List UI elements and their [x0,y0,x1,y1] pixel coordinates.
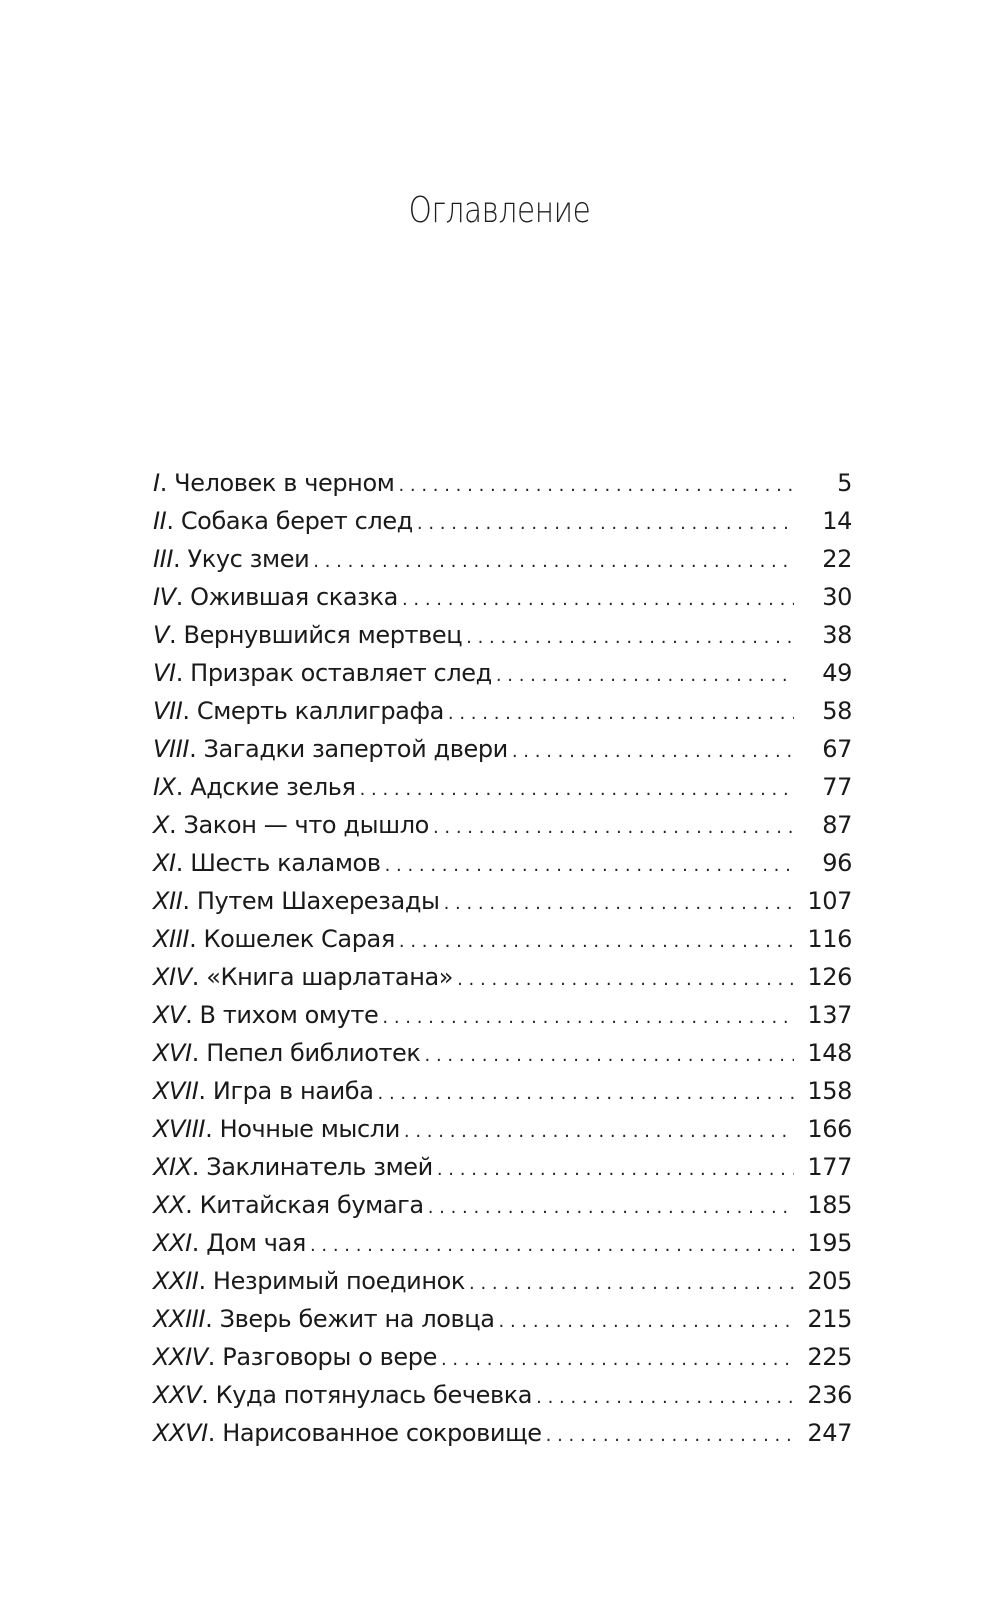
toc-entry [153,1072,852,1110]
dot-leader [310,1227,794,1265]
entry-label: XI. Шесть каламов [153,849,381,877]
dot-leader [437,1151,794,1189]
toc-entry [153,654,852,692]
page-number: 215 [807,1305,852,1333]
dot-leader [428,1189,794,1227]
chapter-numeral: XV [153,1001,186,1029]
chapter-title: В тихом омуте [199,1001,379,1029]
toc-entry [153,540,852,578]
entry-label: XIV. «Книга шарлатана» [153,963,454,991]
chapter-title: Шесть каламов [190,849,381,877]
chapter-numeral: XVIII [153,1115,206,1143]
toc-entry [153,1110,852,1148]
page-number: 22 [822,545,852,573]
toc-entry [153,1414,852,1452]
page-number: 137 [807,1001,852,1029]
chapter-numeral: V [153,621,170,649]
toc-entry [153,882,852,920]
toc-entry [153,1034,852,1072]
chapter-numeral: X [153,811,170,839]
chapter-numeral: IV [153,583,176,611]
dot-leader [546,1417,794,1455]
entry-label: XXI. Дом чая [153,1229,306,1257]
chapter-title: Адские зелья [190,773,356,801]
toc-entry [153,920,852,958]
dot-leader [512,733,794,771]
entry-label: XXIII. Зверь бежит на ловца [153,1305,495,1333]
chapter-numeral: XII [153,887,183,915]
page-number: 116 [807,925,852,953]
chapter-numeral: VI [153,659,176,687]
entry-label: XXII. Незримый поединок [153,1267,466,1295]
dot-leader [399,923,794,961]
page-title: Оглавление [408,190,591,231]
entry-label: I. Человек в черном [153,469,395,497]
dot-leader [448,695,794,733]
toc-entry [153,1148,852,1186]
dot-leader [398,467,794,505]
entry-label: XXV. Куда потянулась бечевка [153,1381,533,1409]
toc-entry [153,1376,852,1414]
chapter-title: Пепел библиотек [206,1039,421,1067]
chapter-title: Призрак оставляет след [190,659,492,687]
toc-entry [153,730,852,768]
chapter-title: Смерть каллиграфа [196,697,444,725]
chapter-numeral: XX [153,1191,186,1219]
toc-entry [153,1338,852,1376]
chapter-title: Куда потянулась бечевка [215,1381,533,1409]
page-number: 148 [807,1039,852,1067]
chapter-title: Ночные мысли [219,1115,400,1143]
dot-leader [496,657,794,695]
toc-entry [153,996,852,1034]
dot-leader [378,1075,794,1113]
chapter-numeral: IX [153,773,176,801]
chapter-title: Ожившая сказка [190,583,398,611]
page-number: 58 [822,697,852,725]
entry-label: VII. Смерть каллиграфа [153,697,444,725]
chapter-title: Собака берет след [180,507,413,535]
page-number: 87 [822,811,852,839]
page-number: 166 [807,1115,852,1143]
dot-leader [425,1037,794,1075]
entry-label: XVIII. Ночные мысли [153,1115,400,1143]
entry-label: IX. Адские зелья [153,773,356,801]
chapter-numeral: XXV [153,1381,202,1409]
entry-label: XII. Путем Шахерезады [153,887,440,915]
toc-entry [153,1224,852,1262]
entry-label: X. Закон — что дышло [153,811,429,839]
entry-label: XIII. Кошелек Сарая [153,925,395,953]
dot-leader [360,771,794,809]
chapter-numeral: XXI [153,1229,192,1257]
page-number: 107 [807,887,852,915]
chapter-numeral: XVII [153,1077,199,1105]
toc-entry [153,578,852,616]
chapter-numeral: XIII [153,925,190,953]
dot-leader [457,961,794,999]
chapter-numeral: XXIV [153,1343,208,1371]
entry-label: XV. В тихом омуте [153,1001,379,1029]
entry-label: IV. Ожившая сказка [153,583,398,611]
chapter-numeral: I [153,469,160,497]
toc-entry [153,616,852,654]
page-number: 158 [807,1077,852,1105]
chapter-numeral: VII [153,697,183,725]
entry-label: VIII. Загадки запертой двери [153,735,508,763]
entry-label: XVI. Пепел библиотек [153,1039,421,1067]
dot-leader [536,1379,794,1417]
dot-leader [466,619,794,657]
dot-leader [402,581,794,619]
entry-label: XIX. Заклинатель змей [153,1153,433,1181]
dot-leader [433,809,794,847]
page-number: 5 [837,469,852,497]
dot-leader [417,505,794,543]
chapter-numeral: XIV [153,963,192,991]
entry-label: III. Укус змеи [153,545,310,573]
chapter-title: Незримый поединок [212,1267,466,1295]
chapter-title: Зверь бежит на ловца [219,1305,495,1333]
entry-label: XXIV. Разговоры о вере [153,1343,437,1371]
toc-entry [153,806,852,844]
chapter-title: Китайская бумага [199,1191,424,1219]
toc-entry [153,768,852,806]
chapter-title: Дом чая [206,1229,306,1257]
chapter-title: Нарисованное сокровище [222,1419,542,1447]
page-number: 14 [822,507,852,535]
page-number: 38 [822,621,852,649]
dot-leader [404,1113,794,1151]
dot-leader [313,543,794,581]
chapter-numeral: XXII [153,1267,199,1295]
chapter-numeral: XIX [153,1153,192,1181]
entry-label: XVII. Игра в наиба [153,1077,374,1105]
entry-label: XXVI. Нарисованное сокровище [153,1419,542,1447]
chapter-numeral: XI [153,849,176,877]
entry-label: II. Собака берет след [153,507,413,535]
chapter-title: Загадки запертой двери [203,735,508,763]
chapter-title: «Книга шарлатана» [206,963,454,991]
chapter-title: Вернувшийся мертвец [183,621,463,649]
page-number: 247 [807,1419,852,1447]
chapter-numeral: XVI [153,1039,192,1067]
page-number: 205 [807,1267,852,1295]
page-number: 96 [822,849,852,877]
toc-entry [153,502,852,540]
toc-entry [153,464,852,502]
toc-entry [153,1300,852,1338]
dot-leader [469,1265,794,1303]
chapter-title: Игра в наиба [212,1077,374,1105]
chapter-title: Кошелек Сарая [203,925,395,953]
toc-entry [153,1262,852,1300]
page-number: 177 [807,1153,852,1181]
page-number: 67 [822,735,852,763]
toc-entry [153,844,852,882]
chapter-numeral: III [153,545,174,573]
chapter-title: Разговоры о вере [222,1343,437,1371]
dot-leader [441,1341,794,1379]
page-number: 77 [822,773,852,801]
dot-leader [499,1303,794,1341]
dot-leader [382,999,794,1037]
dot-leader [385,847,794,885]
chapter-numeral: II [153,507,167,535]
toc-entry [153,958,852,996]
chapter-title: Человек в черном [174,469,395,497]
page-number: 30 [822,583,852,611]
entry-label: V. Вернувшийся мертвец [153,621,463,649]
toc-entry [153,1186,852,1224]
page-number: 236 [807,1381,852,1409]
chapter-title: Заклинатель змей [206,1153,433,1181]
page-number: 195 [807,1229,852,1257]
dot-leader [444,885,794,923]
chapter-numeral: VIII [153,735,190,763]
chapter-title: Путем Шахерезады [196,887,440,915]
chapter-numeral: XXVI [153,1419,208,1447]
entry-label: XX. Китайская бумага [153,1191,424,1219]
entry-label: VI. Призрак оставляет след [153,659,492,687]
page-number: 49 [822,659,852,687]
toc-entry [153,692,852,730]
page-number: 185 [807,1191,852,1219]
chapter-title: Закон — что дышло [183,811,429,839]
chapter-title: Укус змеи [187,545,310,573]
page-number: 225 [807,1343,852,1371]
page-number: 126 [807,963,852,991]
table-of-contents [153,464,852,1452]
chapter-numeral: XXIII [153,1305,206,1333]
